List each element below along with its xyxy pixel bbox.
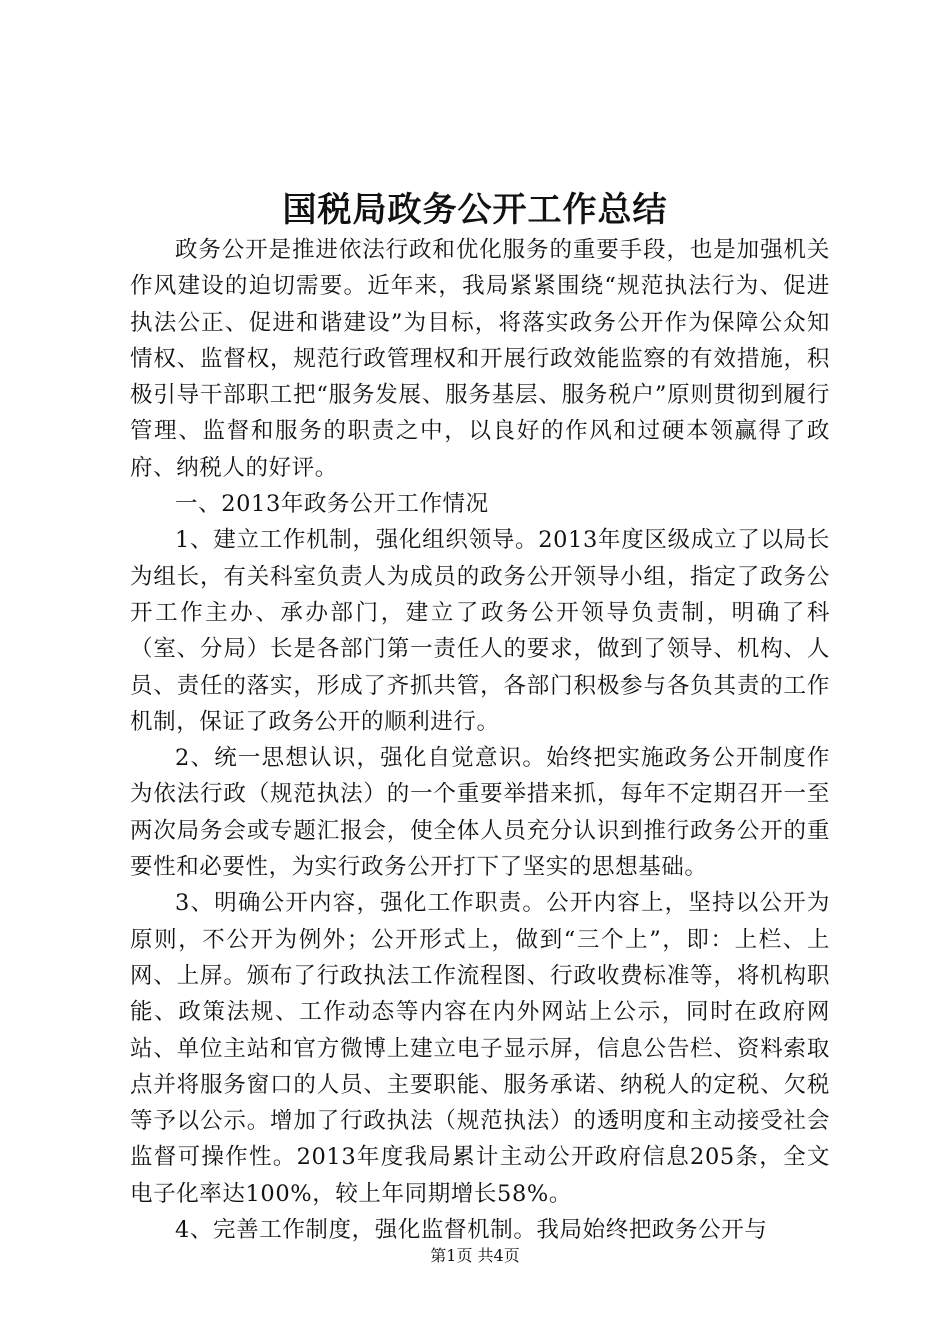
section-heading: 一、2013年政务公开工作情况 (175, 491, 489, 518)
page-footer: 第1页 共4页 (430, 1246, 520, 1265)
item-paragraph-4: 4、完善工作制度，强化监督机制。我局始终把政务公开与 (175, 1217, 768, 1244)
item-paragraph-2: 2、统一思想认识，强化自觉意识。始终把实施政务公开制度作为依法行政（规范执法）的一个重要举措来抓，每年不定期召开一至两次局务会或专题汇报会，使全体人员充分认识到推行政务公开的重要性和必要性，为实行政务公开打下了坚实的思想基础。 (130, 745, 830, 881)
intro-paragraph: 政务公开是推进依法行政和优化服务的重要手段，也是加强机关作风建设的迫切需要。近年来，我局紧紧围绕“规范执法行为、促进执法公正、促进和谐建设”为目标，将落实政务公开作为保障公众知情权、监督权，规范行政管理权和开展行政效能监察的有效措施，积极引导干部职工把“服务发展、服务基层、服务税户”原则贯彻到履行管理、监督和服务的职责之中，以良好的作风和过硬本领赢得了政府、纳税人的好评。 (130, 237, 830, 481)
item-paragraph-3: 3、明确公开内容，强化工作职责。公开内容上，坚持以公开为原则，不公开为例外；公开形式上，做到“三个上”，即：上栏、上网、上屏。颁布了行政执法工作流程图、行政收费标准等，将机构职能、政策法规、工作动态等内容在内外网站上公示，同时在政府网站、单位主站和官方微博上建立电子显示屏，信息公告栏、资料索取点并将服务窗口的人员、主要职能、服务承诺、纳税人的定税、欠税等予以公示。增加了行政执法（规范执法）的透明度和主动接受社会监督可操作性。2013年度我局累计主动公开政府信息205条，全文电子化率达100%，较上年同期增长58%。 (130, 890, 830, 1207)
item-paragraph-1: 1、建立工作机制，强化组织领导。2013年度区级成立了以局长为组长，有关科室负责人为成员的政务公开领导小组，指定了政务公开工作主办、承办部门，建立了政务公开领导负责制，明确了科（室、分局）长是各部门第一责任人的要求，做到了领导、机构、人员、责任的落实，形成了齐抓共管，各部门积极参与各负其责的工作机制，保证了政务公开的顺利进行。 (130, 527, 830, 735)
document-body (130, 232, 830, 1248)
document-title: 国税局政务公开工作总结 (282, 190, 668, 230)
